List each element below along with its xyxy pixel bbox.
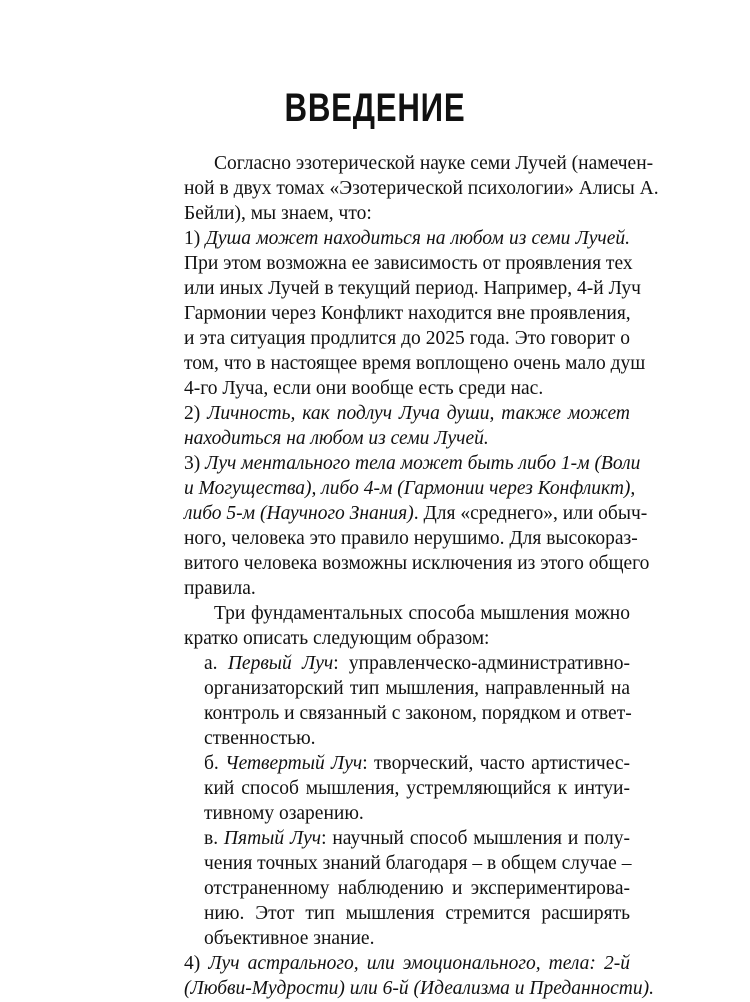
text-line: [184, 401, 630, 427]
text-segment: витого человека возможны исключения из этого общего: [184, 553, 650, 574]
text-segment: организаторский тип мышления, направленный на: [204, 678, 630, 699]
text-line: [204, 701, 630, 727]
text-line: [204, 776, 630, 802]
italic-text: Душа может находиться на любом из семи Лучей.: [205, 228, 630, 249]
text-segment: и эта ситуация продлится до 2025 года. Это говорит о: [184, 328, 630, 349]
text-line: [204, 676, 630, 702]
text-segment: ного, человека это правило нерушимо. Для высокораз-: [184, 528, 638, 549]
italic-text: Луч астрального, или эмоционального, тела: 2-й: [208, 953, 630, 974]
text-segment: : управленческо-административно-: [333, 653, 630, 674]
text-segment: б.: [204, 753, 226, 774]
text-segment: 2): [184, 403, 208, 424]
text-line: [204, 851, 630, 877]
text-segment: . Для «среднего», или обыч-: [413, 503, 648, 524]
text-line: [204, 751, 630, 777]
text-segment: нию. Этот тип мышления стремится расширять: [204, 903, 630, 924]
text-segment: 4-го Луча, если они вообще есть среди нас.: [184, 378, 544, 399]
text-segment: 3): [184, 453, 206, 474]
text-segment: контроль и связанный с законом, порядком и ответ-: [204, 703, 632, 724]
text-segment: отстраненному наблюдению и экспериментирова-: [204, 878, 630, 899]
italic-text: находиться на любом из семи Лучей.: [184, 428, 489, 449]
italic-text: Личность, как подлуч Луча души, также может: [207, 403, 630, 424]
italic-text: Четвертый Луч: [225, 753, 363, 774]
text-segment: Гармонии через Конфликт находится вне проявления,: [184, 303, 631, 324]
text-line: [204, 901, 630, 927]
text-line: [184, 476, 636, 502]
text-segment: ной в двух томах «Эзотерической психологии» Алисы А.: [184, 178, 659, 199]
italic-text: Луч ментального тела может быть либо 1-м (Воли: [205, 453, 641, 474]
text-line: [184, 501, 648, 527]
text-line: [184, 576, 630, 602]
text-line: [204, 651, 630, 677]
text-line: [184, 201, 630, 227]
text-line: [204, 826, 630, 852]
text-line: [184, 426, 630, 452]
text-line: [214, 151, 654, 177]
text-segment: 4): [184, 953, 209, 974]
text-segment: тивному озарению.: [204, 803, 364, 824]
text-line: [184, 376, 630, 402]
text-segment: а.: [204, 653, 228, 674]
text-line: [184, 626, 630, 652]
text-segment: Три фундаментальных способа мышления можно: [214, 603, 630, 624]
text-line: [184, 301, 630, 327]
text-line: [184, 451, 641, 477]
text-segment: кий способ мышления, устремляющийся к интуи-: [204, 778, 630, 799]
italic-text: Первый Луч: [227, 653, 334, 674]
text-segment: в.: [204, 828, 224, 849]
text-segment: При этом возможна ее зависимость от проявления тех: [184, 253, 633, 274]
text-line: [204, 726, 630, 752]
text-segment: : творческий, часто артистичес-: [362, 753, 631, 774]
text-segment: ственностью.: [204, 728, 316, 749]
text-line: [184, 226, 630, 252]
text-line: [184, 951, 630, 977]
text-segment: 1): [184, 228, 206, 249]
text-line: [184, 551, 650, 577]
italic-text: Пятый Луч: [223, 828, 322, 849]
text-segment: объективное знание.: [204, 928, 375, 949]
text-segment: кратко описать следующим образом:: [184, 628, 490, 649]
text-segment: Бейли), мы знаем, что:: [184, 203, 372, 224]
italic-text: и Могущества), либо 4-м (Гармонии через Конфликт),: [184, 478, 636, 499]
page-title: ВВЕДЕНИЕ: [284, 86, 466, 130]
text-line: [184, 276, 641, 302]
text-line: [184, 976, 654, 1002]
text-line: [204, 926, 630, 952]
text-segment: или иных Лучей в текущий период. Например, 4-й Луч: [184, 278, 641, 299]
text-line: [204, 876, 630, 902]
text-line: [184, 351, 646, 377]
italic-text: (Любви-Мудрости) или 6-й (Идеализма и Преданности).: [184, 978, 654, 999]
text-line: [184, 326, 630, 352]
text-line: [214, 601, 630, 627]
text-line: [204, 801, 630, 827]
text-segment: правила.: [184, 578, 256, 599]
text-segment: : научный способ мышления и полу-: [321, 828, 630, 849]
text-line: [184, 176, 659, 202]
text-segment: чения точных знаний благодаря – в общем случае –: [204, 853, 632, 874]
text-segment: том, что в настоящее время воплощено очень мало душ: [184, 353, 646, 374]
italic-text: либо 5-м (Научного Знания): [184, 503, 414, 524]
text-line: [184, 251, 633, 277]
text-segment: Согласно эзотерической науке семи Лучей (намечен-: [214, 153, 654, 174]
text-line: [184, 526, 638, 552]
